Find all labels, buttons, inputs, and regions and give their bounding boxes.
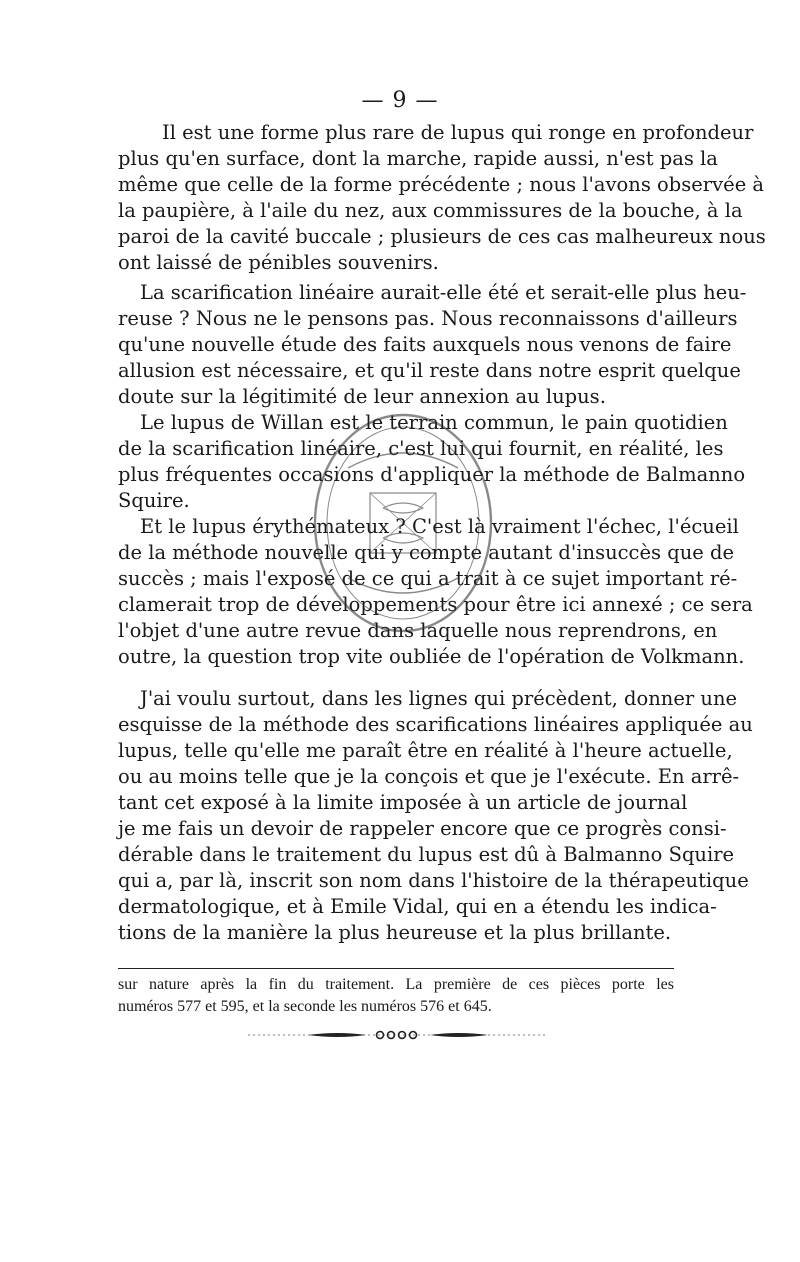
text-line: je me fais un devoir de rappeler encore que ce progrès consi- — [118, 817, 727, 840]
text-line: de la scarification linéaire, c'est lui qui fournit, en réalité, les — [118, 437, 724, 460]
page-number: — 9 — — [361, 88, 439, 113]
text-line: succès ; mais l'exposé de ce qui a trait à ce sujet important ré- — [118, 567, 738, 590]
text-line: l'objet d'une autre revue dans laquelle nous reprendrons, en — [118, 619, 718, 642]
text-line: Il est une forme plus rare de lupus qui ronge en profondeur — [162, 121, 754, 144]
text-line: qui a, par là, inscrit son nom dans l'histoire de la thérapeutique — [118, 869, 749, 892]
footnote-divider — [118, 968, 674, 969]
text-line: La scarification linéaire aurait-elle été et serait-elle plus heu- — [140, 281, 747, 304]
text-line: tant cet exposé à la limite imposée à un article de journal — [118, 791, 688, 814]
text-line: plus fréquentes occasions d'appliquer la méthode de Balmanno — [118, 463, 746, 486]
text-line: de la méthode nouvelle qui y compte autant d'insuccès que de — [118, 541, 735, 564]
text-line: J'ai voulu surtout, dans les lignes qui précèdent, donner une — [140, 687, 738, 710]
text-line: doute sur la légitimité de leur annexion au lupus. — [118, 385, 606, 408]
text-line: Squire. — [118, 489, 190, 512]
text-line: esquisse de la méthode des scarifications linéaires appliquée au — [118, 713, 753, 736]
text-line: qu'une nouvelle étude des faits auxquels nous venons de faire — [118, 333, 732, 356]
text-line: plus qu'en surface, dont la marche, rapide aussi, n'est pas la — [118, 147, 718, 170]
text-line: paroi de la cavité buccale ; plusieurs de ces cas malheureux nous — [118, 225, 766, 248]
text-line: ont laissé de pénibles souvenirs. — [118, 251, 439, 274]
text-line: la paupière, à l'aile du nez, aux commissures de la bouche, à la — [118, 199, 743, 222]
text-line: même que celle de la forme précédente ; nous l'avons observée à — [118, 173, 765, 196]
text-line: Le lupus de Willan est le terrain commun, le pain quotidien — [140, 411, 728, 434]
text-line: dérable dans le traitement du lupus est dû à Balmanno Squire — [118, 843, 735, 866]
text-line: dermatologique, et à Emile Vidal, qui en a étendu les indica- — [118, 895, 717, 918]
text-line: tions de la manière la plus heureuse et la plus brillante. — [118, 921, 672, 944]
text-line: outre, la question trop vite oubliée de l'opération de Volkmann. — [118, 645, 745, 668]
library-stamp-icon — [308, 408, 498, 638]
end-ornament-icon — [248, 1028, 548, 1042]
text-line: reuse ? Nous ne le pensons pas. Nous reconnaissons d'ailleurs — [118, 307, 738, 330]
footnote-line: numéros 577 et 595, et la seconde les numéros 576 et 645. — [118, 998, 492, 1015]
text-line: ou au moins telle que je la conçois et que je l'exécute. En arrê- — [118, 765, 740, 788]
text-line: clamerait trop de développements pour être ici annexé ; ce sera — [118, 593, 753, 616]
text-line: Et le lupus érythémateux ? C'est là vraiment l'échec, l'écueil — [140, 515, 739, 538]
text-line: allusion est nécessaire, et qu'il reste dans notre esprit quelque — [118, 359, 741, 382]
text-line: lupus, telle qu'elle me paraît être en réalité à l'heure actuelle, — [118, 739, 733, 762]
footnote-line: sur nature après la fin du traitement. La première de ces pièces porte les — [118, 976, 674, 993]
